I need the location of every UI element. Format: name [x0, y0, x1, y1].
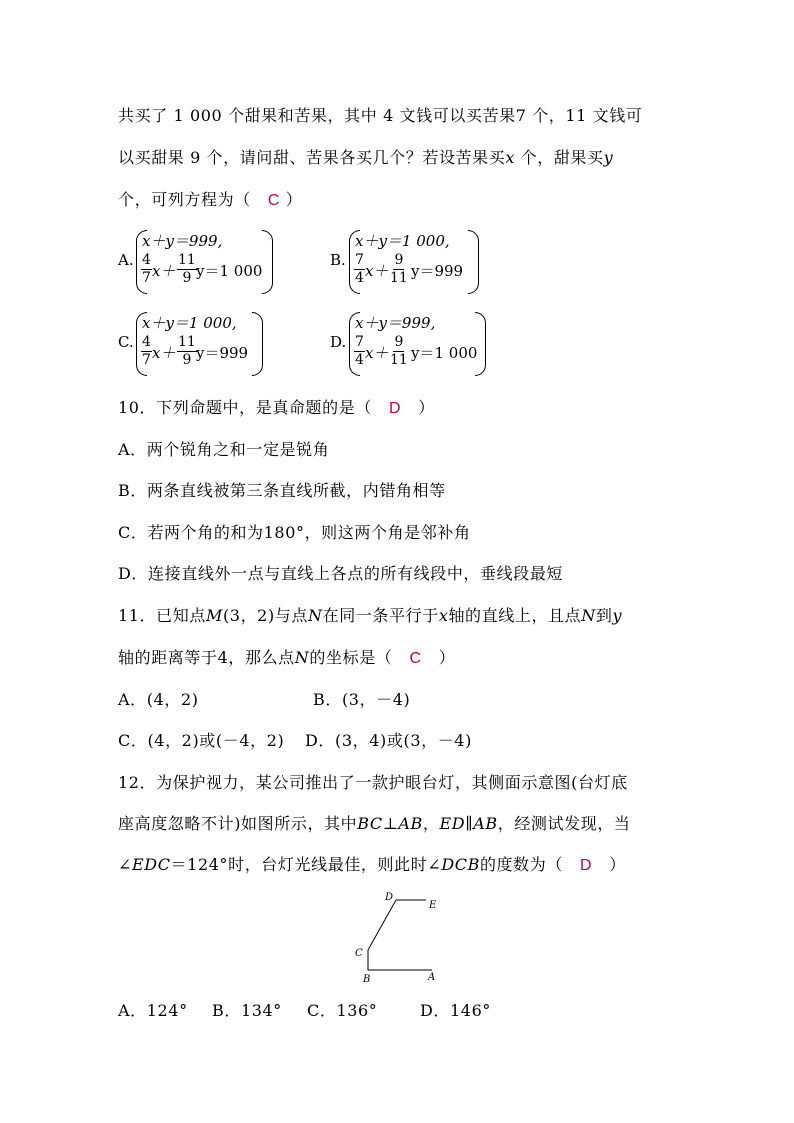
label-e: E [429, 900, 437, 911]
label-d: D [385, 892, 394, 903]
q12-option-d: D．146° [420, 1001, 491, 1020]
q9-option-b-system: x＋y＝1 000, $\frac{7}{4}$ x＋ $\frac{9}{11}$ y＝999 [349, 230, 481, 292]
q12-line3: ∠EDC＝124°时，台灯光线最佳，则此时∠DCB的度数为（ D ） [118, 855, 626, 874]
q9-option-d-label: D. [330, 333, 347, 351]
q9-option-a-label: A. [118, 251, 134, 269]
q11-answer: C [409, 650, 422, 667]
q10-answer: D [389, 400, 402, 417]
q9-option-c-label: C. [118, 333, 134, 351]
q11-option-c: C．(4，2)或(－4，2) [118, 731, 285, 750]
q12-option-b: B．134° [212, 1001, 282, 1020]
lamp-frame-lines [368, 900, 432, 970]
q11-line1: 11．已知点M(3，2)与点N在同一条平行于x轴的直线上，且点N到y [118, 606, 623, 625]
q9-line3: 个，可列方程为（ C ） [118, 190, 303, 209]
lamp-diagram [348, 886, 444, 986]
q12-answer: D [580, 857, 593, 874]
q10-option-b: B．两条直线被第三条直线所截，内错角相等 [118, 481, 446, 500]
label-c: C [355, 948, 363, 959]
q9-answer: C [267, 192, 281, 209]
q11-option-d: D．(3，4)或(3，－4) [305, 731, 472, 750]
q9-option-c-system: x＋y＝1 000, $\frac{4}{7}$ x＋ $\frac{11}{9}$ y＝999 [136, 312, 266, 374]
q10-option-c: C．若两个角的和为180°，则这两个角是邻补角 [118, 523, 471, 542]
q12-line2: 座高度忽略不计)如图所示，其中BC⊥AB，ED∥AB，经测试发现，当 [118, 814, 631, 833]
q11-option-a: A．(4，2) [118, 690, 199, 709]
label-a: A [428, 972, 436, 983]
q10-stem: 10．下列命题中，是真命题的是（ D ） [118, 398, 435, 417]
q9-line1: 共买了 1 000 个甜果和苦果，其中 4 文钱可以买苦果7 个，11 文钱可 [118, 106, 643, 125]
q10-option-a: A．两个锐角之和一定是锐角 [118, 440, 330, 459]
q9-line2: 以买甜果 9 个，请问甜、苦果各买几个？若设苦果买x 个，甜果买y [118, 148, 614, 167]
q12-option-a: A．124° [118, 1001, 188, 1020]
label-b: B [363, 974, 371, 985]
q10-option-d: D．连接直线外一点与直线上各点的所有线段中，垂线段最短 [118, 564, 564, 583]
q11-option-b: B．(3，－4) [313, 690, 411, 709]
q9-option-b-label: B. [330, 251, 346, 269]
q9-option-a-system: x＋y＝999, $\frac{4}{7}$ x＋ $\frac{11}{9}$ y＝1 000 [136, 230, 276, 292]
q12-line1: 12．为保护视力，某公司推出了一款护眼台灯，其侧面示意图(台灯底 [118, 773, 628, 792]
q12-option-c: C．136° [307, 1001, 378, 1020]
q11-line2: 轴的距离等于4，那么点N的坐标是（ C ） [118, 648, 456, 667]
q9-option-d-system: x＋y＝999, $\frac{7}{4}$ x＋ $\frac{9}{11}$ y＝1 000 [349, 312, 489, 374]
